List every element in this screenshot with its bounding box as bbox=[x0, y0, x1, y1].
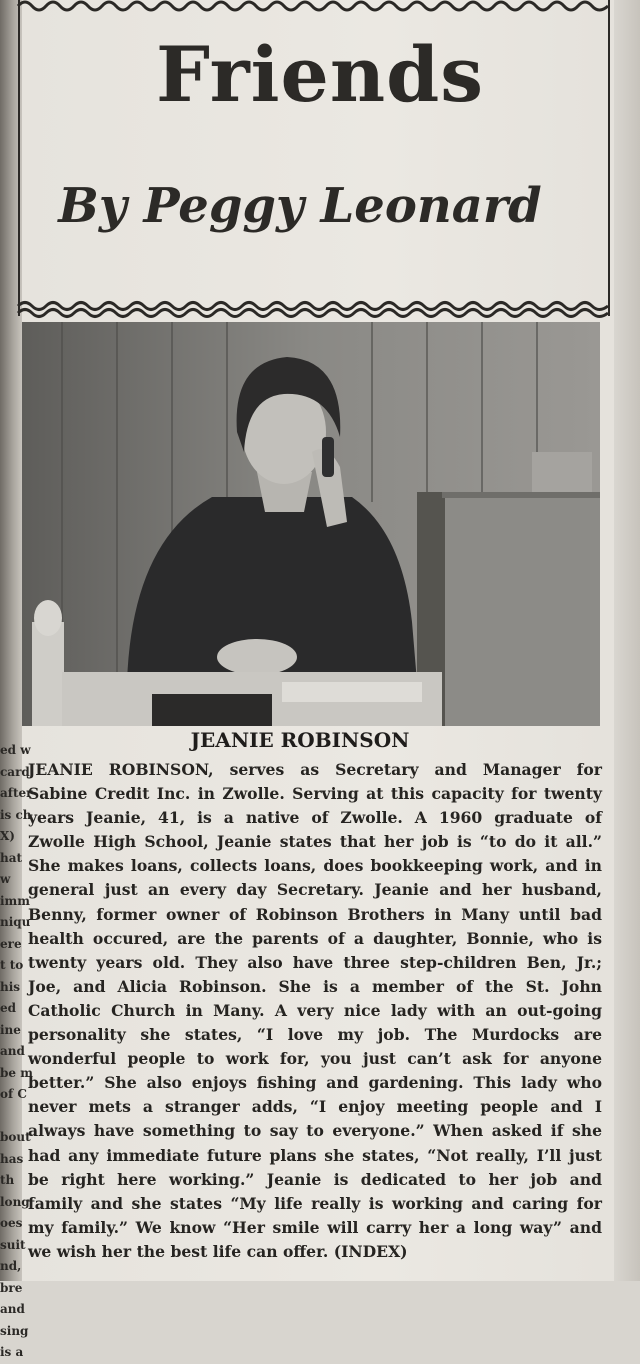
photo-caption: JEANIE ROBINSON bbox=[190, 728, 410, 752]
article-line: She makes loans, collects loans, does bookkeeping work, and in bbox=[28, 856, 602, 876]
adjacent-column-fragment: w bbox=[0, 872, 11, 886]
adjacent-column-fragment: oes bbox=[0, 1216, 23, 1230]
adjacent-column-fragment: t to bbox=[0, 958, 24, 972]
article-line: health occured, are the parents of a daughter, Bonnie, who is bbox=[28, 928, 602, 948]
article-line: better.” She also enjoys fishing and gardening. This lady who bbox=[28, 1073, 602, 1093]
adjacent-column-fragment: bout bbox=[0, 1130, 31, 1144]
column-title: Friends bbox=[155, 30, 485, 119]
article-line: had any immediate future plans she states, “Not really, I’ll just bbox=[28, 1145, 602, 1165]
adjacent-column-fragment: nd, bbox=[0, 1259, 22, 1273]
adjacent-column-fragment: be m bbox=[0, 1065, 33, 1080]
adjacent-column-fragment: is a bbox=[0, 1345, 24, 1359]
adjacent-column-fragment: niqu bbox=[0, 915, 31, 929]
article-line: never mets a stranger adds, “I enjoy meeting people and I bbox=[28, 1097, 602, 1117]
adjacent-column-fragment: his bbox=[0, 979, 21, 994]
byline: By Peggy Leonard bbox=[58, 178, 542, 234]
adjacent-column-fragment: after bbox=[0, 786, 33, 800]
adjacent-column-fragment: bre bbox=[0, 1280, 23, 1295]
article-line: twenty years old. They also have three step-children Ben, Jr.; bbox=[28, 952, 602, 972]
article-line: wonderful people to work for, you just can’t ask for anyone bbox=[28, 1049, 602, 1069]
adjacent-column-fragment: has bbox=[0, 1151, 24, 1166]
adjacent-column-fragment: ere bbox=[0, 936, 22, 951]
article-line: general just an every day Secretary. Jeanie and her husband, bbox=[28, 880, 602, 900]
article-line: family and she states “My life really is working and caring for bbox=[28, 1193, 602, 1213]
wavy-rule-top bbox=[18, 0, 608, 14]
adjacent-column-fragment: ed w bbox=[0, 743, 31, 757]
article-line: Catholic Church in Many. A very nice lady with an out-going bbox=[28, 1000, 602, 1020]
article-body bbox=[28, 758, 602, 1264]
adjacent-column-fragment: imm bbox=[0, 893, 30, 908]
article-line: personality she states, “I love my job. The Murdocks are bbox=[28, 1025, 602, 1045]
adjacent-column-fragment: of C bbox=[0, 1087, 27, 1101]
adjacent-column-fragment: long bbox=[0, 1194, 30, 1209]
article-line: Sabine Credit Inc. in Zwolle. Serving at this capacity for twenty bbox=[28, 784, 602, 804]
adjacent-column-fragment: and bbox=[0, 1044, 25, 1058]
portrait-photo bbox=[22, 322, 600, 726]
adjacent-column-fragment bbox=[0, 1106, 24, 1128]
page-edge bbox=[614, 0, 640, 1281]
adjacent-column-fragment: ine bbox=[0, 1022, 21, 1037]
adjacent-column-fragment: X) bbox=[0, 829, 15, 843]
article-line: always have something to say to everyone.” When asked if she bbox=[28, 1121, 602, 1141]
adjacent-column-fragment: is ch bbox=[0, 807, 32, 822]
adjacent-column-fragment: sing bbox=[0, 1323, 29, 1338]
wavy-rule-bottom bbox=[18, 300, 608, 318]
article-line: Joe, and Alicia Robinson. She is a member of the St. John bbox=[28, 976, 602, 996]
adjacent-column-fragment: suit bbox=[0, 1237, 26, 1252]
adjacent-column-fragment: ed bbox=[0, 1001, 17, 1015]
article-line: JEANIE ROBINSON, serves as Secretary and Manager for bbox=[28, 760, 602, 779]
article-line: years Jeanie, 41, is a native of Zwolle. A 1960 graduate of bbox=[28, 808, 602, 828]
article-line: Benny, former owner of Robinson Brothers in Many until bad bbox=[28, 904, 602, 924]
adjacent-column-fragment: and bbox=[0, 1302, 25, 1316]
adjacent-column-fragments bbox=[0, 740, 33, 1359]
adjacent-column-fragment: th bbox=[0, 1173, 15, 1187]
article-line: Zwolle High School, Jeanie states that her job is “to do it all.” bbox=[28, 832, 602, 852]
article-line: my family.” We know “Her smile will carry her a long way” and bbox=[28, 1217, 602, 1237]
article-line: be right here working.” Jeanie is dedicated to her job and bbox=[28, 1169, 602, 1189]
adjacent-column-fragment: hat bbox=[0, 850, 23, 865]
article-line: we wish her the best life can offer. (INDEX) bbox=[28, 1241, 408, 1261]
portrait-photo-illustration bbox=[22, 322, 600, 726]
adjacent-column-fragment: card bbox=[0, 764, 30, 779]
